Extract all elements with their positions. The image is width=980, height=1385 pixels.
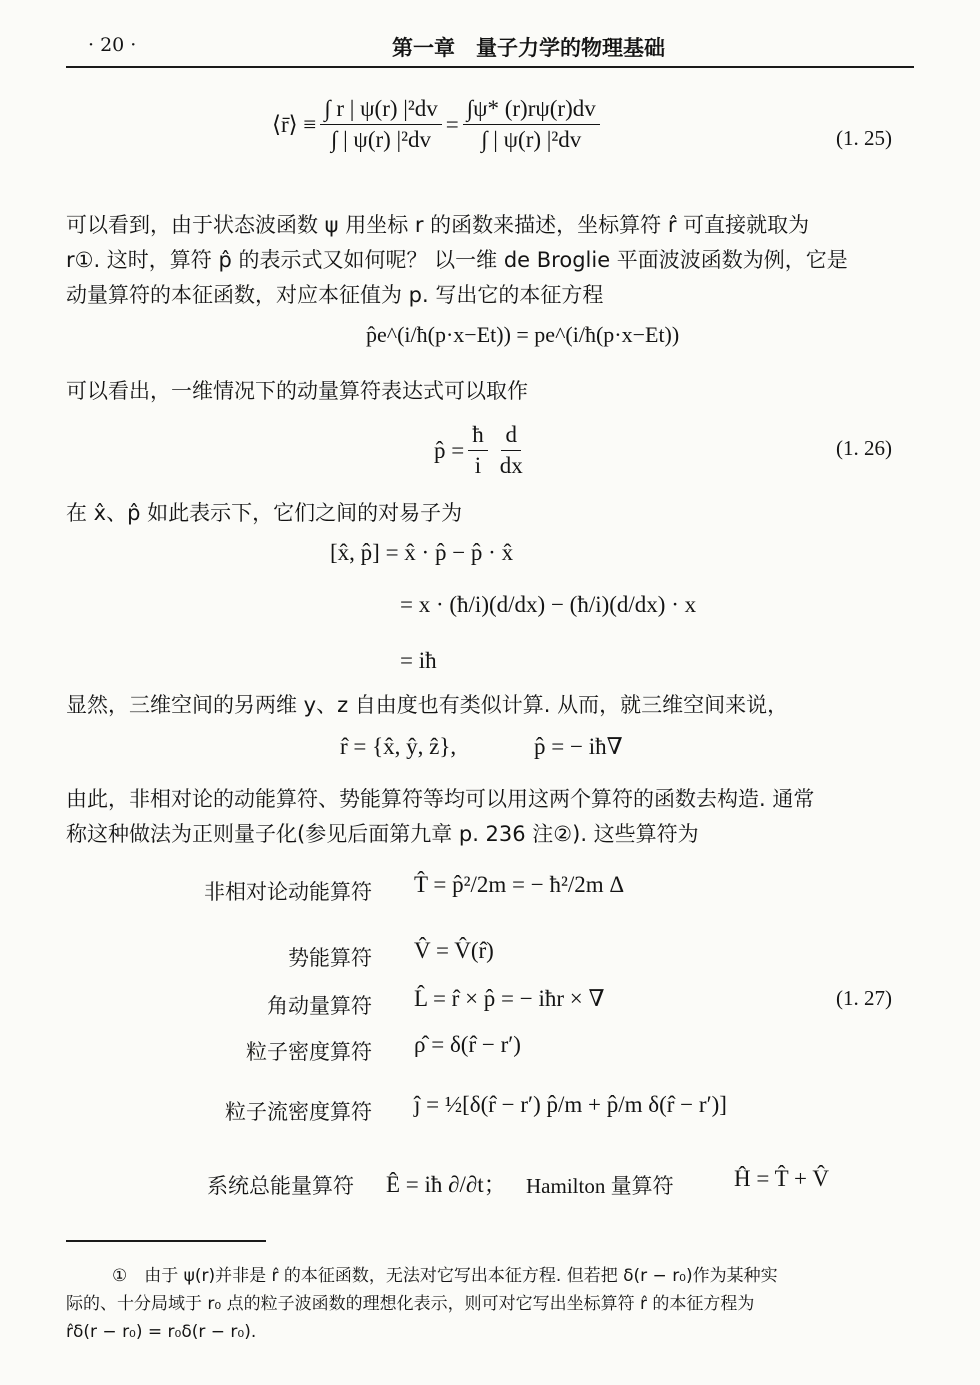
paragraph-quantization <box>66 782 914 852</box>
operator-label: 势能算符 <box>288 946 372 970</box>
operator-formula: ĵ = ½[δ(r̂ − r′) p̂/m + p̂/m δ(r̂ − r′)] <box>414 1092 727 1117</box>
eq-1-26-frac2-denominator: dx <box>499 453 523 478</box>
commutator-line-2: = x · (ħ/i)(d/dx) − (ħ/i)(d/dx) · x <box>400 592 697 617</box>
equation-number-1-26: (1. 26) <box>836 436 892 460</box>
eq-1-26-frac1-denominator: i <box>474 453 482 478</box>
text-line: 可以看到，由于状态波函数 ψ 用坐标 r 的函数来描述，坐标算符 r̂ 可直接就取为 <box>66 213 810 237</box>
text-line: 称这种做法为正则量子化(参见后面第九章 p. 236 注②). 这些算符为 <box>66 822 699 846</box>
energy-operator-label: 系统总能量算符 <box>207 1174 354 1198</box>
eq-1-25-equals: = <box>445 111 459 137</box>
eq-1-25-frac1-denominator: ∫ | ψ(r) |²dv <box>331 127 432 152</box>
page-number: · 20 · <box>88 34 137 56</box>
equation-1-26 <box>434 422 531 479</box>
text-line: 显然，三维空间的另两维 y、z 自由度也有类似计算. 从而，就三维空间来说， <box>66 693 789 717</box>
commutator-line-3: = iħ <box>400 648 437 673</box>
eq-1-25-frac2-numerator: ∫ψ* (r)rψ(r)dv <box>463 96 600 125</box>
chapter-title: 第一章 量子力学的物理基础 <box>392 36 665 60</box>
commutator-line-1: [x̂, p̂] = x̂ · p̂ − p̂ · x̂ <box>330 540 514 565</box>
operator-label: 非相对论动能算符 <box>204 880 372 904</box>
operator-label: 粒子流密度算符 <box>225 1100 372 1124</box>
footnote-line: ① 由于 ψ(r)并非是 r̂ 的本征函数，无法对它写出本征方程. 但若把 δ(r − r₀)作为某种实 <box>112 1266 778 1286</box>
eq-1-26-fraction-1 <box>468 422 488 479</box>
paragraph-commutator-intro <box>66 496 914 531</box>
equation-number-1-27: (1. 27) <box>836 986 892 1010</box>
paragraph-three-dimensions <box>66 688 914 723</box>
operator-formula: L̂ = r̂ × p̂ = − iħr × ∇ <box>414 986 605 1011</box>
operator-label: 角动量算符 <box>267 994 372 1018</box>
equation-number-1-25: (1. 25) <box>836 126 892 150</box>
operator-formula: V̂ = V̂(r̂) <box>414 938 494 963</box>
header-rule <box>66 66 914 68</box>
position-operator-vector: r̂ = {x̂, ŷ, ẑ}, <box>340 734 457 759</box>
operator-formula: T̂ = p̂²/2m = − ħ²/2m Δ <box>414 872 625 897</box>
eq-1-26-frac2-numerator: d <box>501 422 521 451</box>
operator-label: 粒子密度算符 <box>246 1040 372 1064</box>
text-line: 动量算符的本征函数，对应本征值为 p. 写出它的本征方程 <box>66 283 604 307</box>
text-line: 由此，非相对论的动能算符、势能算符等均可以用这两个算符的函数去构造. 通常 <box>66 787 815 811</box>
footnote-line: 际的、十分局域于 r₀ 点的粒子波函数的理想化表示，则可对它写出坐标算符 r̂ 的本征方程为 <box>66 1294 755 1314</box>
equation-1-25 <box>272 96 604 153</box>
eq-1-25-fraction-2 <box>463 96 600 153</box>
footnote <box>66 1262 914 1346</box>
eq-1-25-fraction-1 <box>320 96 441 153</box>
hamilton-operator-label: Hamilton 量算符 <box>526 1174 674 1198</box>
eq-1-25-frac2-denominator: ∫ | ψ(r) |²dv <box>481 127 582 152</box>
eq-1-26-fraction-2 <box>496 422 527 479</box>
eq-1-25-frac1-numerator: ∫ r | ψ(r) |²dv <box>320 96 441 125</box>
text-line: 可以看出，一维情况下的动量算符表达式可以取作 <box>66 379 528 403</box>
footnote-rule <box>66 1240 266 1242</box>
momentum-operator-vector: p̂ = − iħ∇ <box>534 734 623 759</box>
text-line: 在 x̂、p̂ 如此表示下，它们之间的对易子为 <box>66 501 463 525</box>
text-line: r①. 这时，算符 p̂ 的表示式又如何呢？ 以一维 de Broglie 平面波波函数为例，它是 <box>66 248 848 272</box>
energy-operator-formula: Ê = iħ ∂/∂t； <box>386 1172 507 1197</box>
footnote-line: r̂δ(r − r₀) = r₀δ(r − r₀). <box>66 1322 257 1342</box>
hamilton-operator-formula: Ĥ = T̂ + V̂ <box>734 1166 829 1191</box>
eigen-equation: p̂e^(i/ħ(p·x−Et)) = pe^(i/ħ(p·x−Et)) <box>366 322 680 347</box>
eq-1-25-lhs: ⟨r̄⟩ ≡ <box>272 111 317 137</box>
operator-formula: ρ̂ = δ(r̂ − r′) <box>414 1032 521 1057</box>
paragraph-wavefunction <box>66 208 914 313</box>
paragraph-momentum <box>66 374 914 409</box>
eq-1-26-lhs: p̂ = <box>434 437 465 463</box>
eq-1-26-frac1-numerator: ħ <box>468 422 488 451</box>
